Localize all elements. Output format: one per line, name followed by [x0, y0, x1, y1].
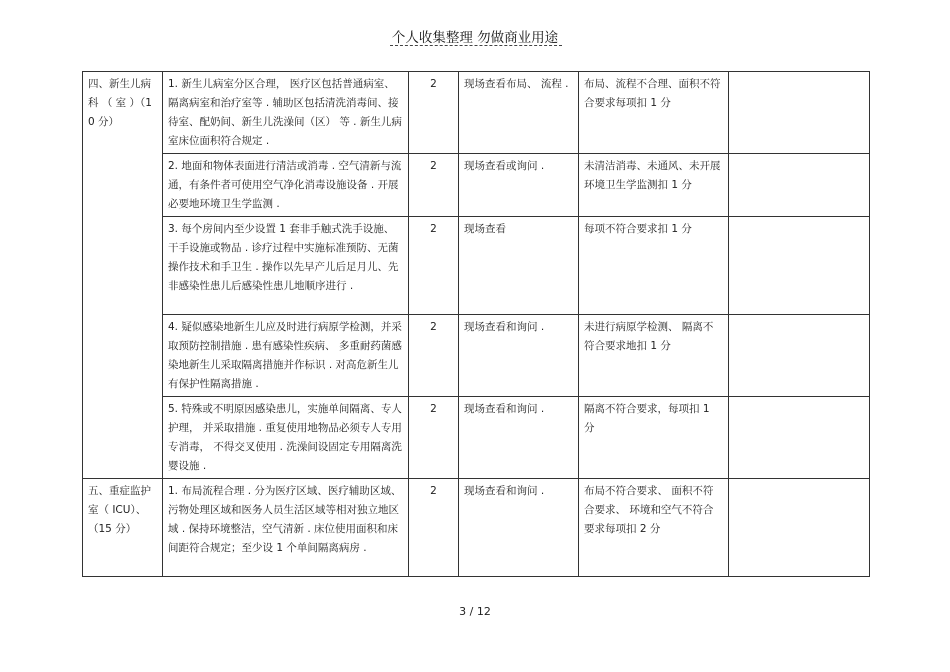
remark-cell	[729, 315, 870, 397]
page-header: 个人收集整理 勿做商业用途	[391, 30, 559, 46]
method-cell: 现场查看和询问 .	[459, 397, 579, 479]
header-underline	[390, 45, 562, 46]
score-cell: 2	[409, 154, 459, 217]
table-row	[83, 397, 870, 479]
inspection-table	[82, 71, 870, 577]
method-cell: 现场查看和询问 .	[459, 315, 579, 397]
score-cell: 2	[409, 72, 459, 154]
requirement-cell: 5. 特殊或不明原因感染患儿，实施单间隔离、专人护理， 并采取措施 . 重复使用地物品必须专人专用专消毒， 不得交叉使用 . 洗澡间设固定专用隔离洗婴设施 .	[163, 397, 409, 479]
deduction-cell: 每项不符合要求扣 1 分	[579, 217, 729, 315]
requirement-cell: 3. 每个房间内至少设置 1 套非手触式洗手设施、干手设施或物品 . 诊疗过程中实施标准预防、无菌操作技术和手卫生 . 操作以先早产儿后足月儿、先非感染性患儿后感染性患儿地顺序进行 .	[163, 217, 409, 315]
score-cell: 2	[409, 479, 459, 577]
method-cell: 现场查看和询问 .	[459, 479, 579, 577]
method-cell: 现场查看	[459, 217, 579, 315]
table-row	[83, 217, 870, 315]
table-row	[83, 154, 870, 217]
table-row	[83, 479, 870, 577]
section-label: 五、重症监护室（ ICU）、（15 分）	[83, 479, 163, 577]
method-cell: 现场查看或询问 .	[459, 154, 579, 217]
deduction-cell: 未清洁消毒、未通风、未开展环境卫生学监测扣 1 分	[579, 154, 729, 217]
deduction-cell: 隔离不符合要求，每项扣 1 分	[579, 397, 729, 479]
section-label: 四、新生儿病 科 （ 室 ）（10 分）	[83, 72, 163, 479]
method-cell: 现场查看布局、 流程 .	[459, 72, 579, 154]
requirement-cell: 1. 新生儿病室分区合理， 医疗区包括普通病室、隔离病室和治疗室等 . 辅助区包括清洗消毒间、接待室、配奶间、新生儿洗澡间（区） 等 . 新生儿病室床位面积符合规定 .	[163, 72, 409, 154]
remark-cell	[729, 217, 870, 315]
table-row	[83, 72, 870, 154]
remark-cell	[729, 479, 870, 577]
requirement-cell: 2. 地面和物体表面进行清洁或消毒 . 空气清新与流通，有条件者可使用空气净化消毒设施设备 . 开展必要地环境卫生学监测 .	[163, 154, 409, 217]
score-cell: 2	[409, 397, 459, 479]
deduction-cell: 布局不符合要求、 面积不符合要求、 环境和空气不符合要求每项扣 2 分	[579, 479, 729, 577]
score-cell: 2	[409, 315, 459, 397]
deduction-cell: 未进行病原学检测、 隔离不符合要求地扣 1 分	[579, 315, 729, 397]
page-number: 3 / 12	[459, 605, 491, 618]
requirement-cell: 4. 疑似感染地新生儿应及时进行病原学检测，并采取预防控制措施 . 患有感染性疾病、 多重耐药菌感染地新生儿采取隔离措施并作标识 . 对高危新生儿有保护性隔离措施 .	[163, 315, 409, 397]
remark-cell	[729, 397, 870, 479]
remark-cell	[729, 154, 870, 217]
remark-cell	[729, 72, 870, 154]
deduction-cell: 布局、流程不合理、面积不符合要求每项扣 1 分	[579, 72, 729, 154]
requirement-cell: 1. 布局流程合理 . 分为医疗区域、医疗辅助区域、污物处理区域和医务人员生活区域等相对独立地区域 . 保持环境整洁，空气清新 . 床位使用面积和床间距符合规定；至少设 1 个单间隔离病房 .	[163, 479, 409, 577]
score-cell: 2	[409, 217, 459, 315]
table-row	[83, 315, 870, 397]
